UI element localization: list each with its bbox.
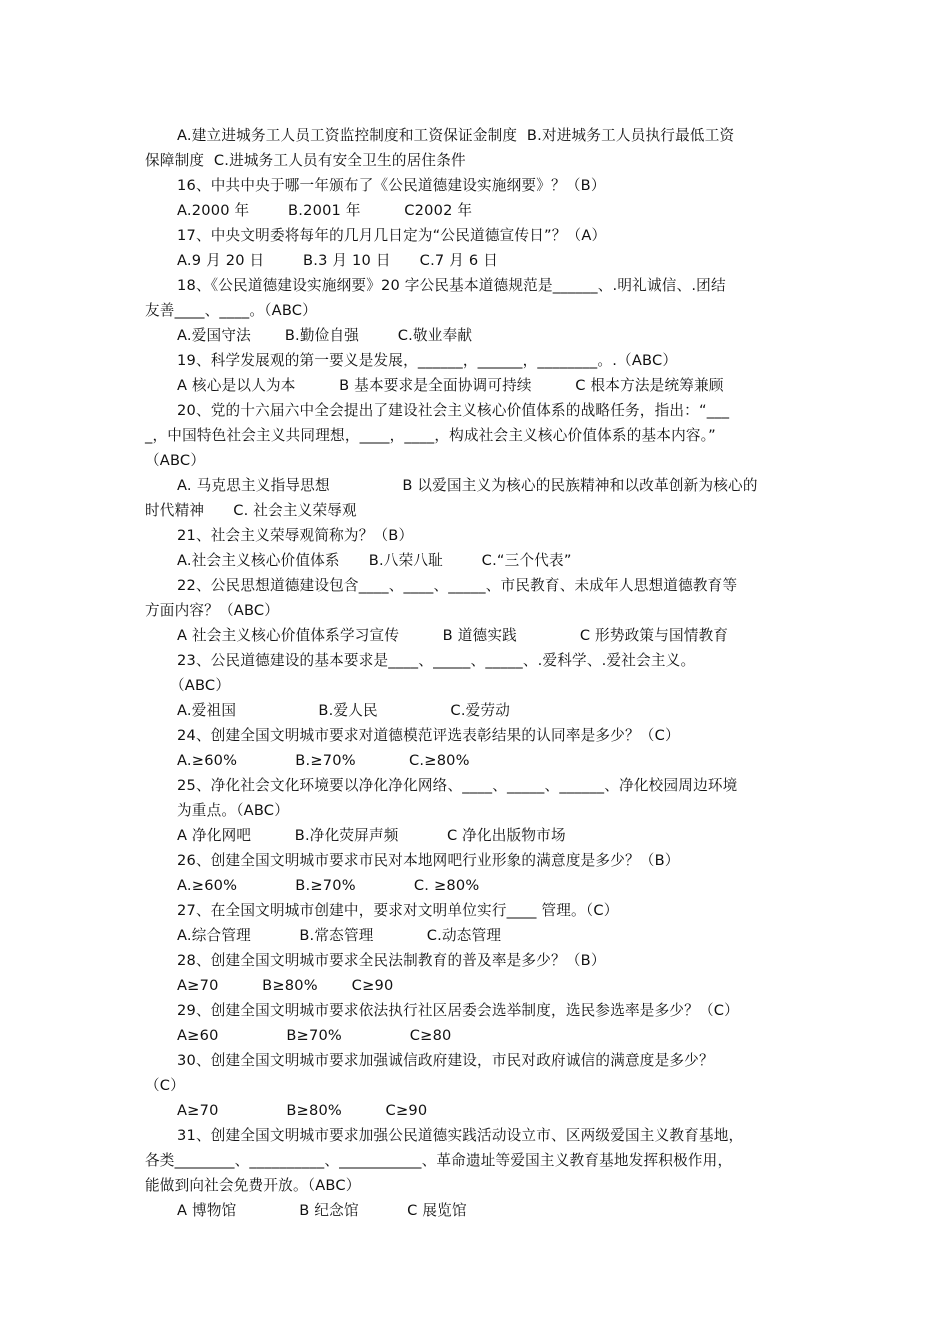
question-20-answer: （ABC） xyxy=(145,452,206,469)
options-21: A.社会主义核心价值体系 B.八荣八耻 C.“三个代表” xyxy=(177,552,572,569)
question-18-cont: 友善____、____。（ABC） xyxy=(145,302,317,319)
question-26: 26、创建全国文明城市要求市民对本地网吧行业形象的满意度是多少？（B） xyxy=(177,852,680,869)
question-30-answer: （C） xyxy=(145,1077,185,1094)
options-19: A 核心是以人为本 B 基本要求是全面协调可持续 C 根本方法是统筹兼顾 xyxy=(177,377,724,394)
question-23-answer: （ABC） xyxy=(170,677,231,694)
question-25: 25、净化社会文化环境要以净化净化网络、____、_____、______、净化校园周边环境 xyxy=(177,777,738,794)
question-23: 23、公民道德建设的基本要求是____、_____、_____、.爱科学、.爱社会主义。 xyxy=(177,652,696,669)
options-29: A≥60 B≥70% C≥80 xyxy=(177,1027,452,1044)
question-16: 16、中共中央于哪一年颁布了《公民道德建设实施纲要》？（B） xyxy=(177,177,606,194)
question-18: 18、《公民道德建设实施纲要》20 字公民基本道德规范是______、.明礼诚信、.团结 xyxy=(177,277,726,294)
question-20: 20、党的十六届六中全会提出了建设社会主义核心价值体系的战略任务，指出：“___ xyxy=(177,402,730,419)
options-28: A≥70 B≥80% C≥90 xyxy=(177,977,394,994)
question-20-cont: _，中国特色社会主义共同理想，____，____，构成社会主义核心价值体系的基本内容。” xyxy=(145,427,716,444)
options-20-cont: 时代精神 C. 社会主义荣辱观 xyxy=(145,502,357,519)
question-24: 24、创建全国文明城市要求对道德模范评选表彰结果的认同率是多少？（C） xyxy=(177,727,680,744)
options-23: A.爱祖国 B.爱人民 C.爱劳动 xyxy=(177,702,511,719)
question-17: 17、中央文明委将每年的几月几日定为“公民道德宣传日”？（A） xyxy=(177,227,607,244)
options-16: A.2000 年 B.2001 年 C2002 年 xyxy=(177,202,473,219)
question-29: 29、创建全国文明城市要求依法执行社区居委会选举制度，选民参选率是多少？（C） xyxy=(177,1002,739,1019)
question-31: 31、创建全国文明城市要求加强公民道德实践活动设立市、区两级爱国主义教育基地， xyxy=(177,1127,744,1144)
options-27: A.综合管理 B.常态管理 C.动态管理 xyxy=(177,927,502,944)
question-25-cont: 为重点。（ABC） xyxy=(177,802,289,819)
options-26: A.≥60% B.≥70% C. ≥80% xyxy=(177,877,480,894)
question-22: 22、公民思想道德建设包含____、____、_____、市民教育、未成年人思想道德教育等 xyxy=(177,577,738,594)
question-22-cont: 方面内容？（ABC） xyxy=(145,602,280,619)
options-17: A.9 月 20 日 B.3 月 10 日 C.7 月 6 日 xyxy=(177,252,498,269)
options-31: A 博物馆 B 纪念馆 C 展览馆 xyxy=(177,1202,467,1219)
question-27: 27、在全国文明城市创建中，要求对文明单位实行____ 管理。（C） xyxy=(177,902,619,919)
text-line: A.建立进城务工人员工资监控制度和工资保证金制度 B.对进城务工人员执行最低工资 xyxy=(177,127,735,144)
question-28: 28、创建全国文明城市要求全民法制教育的普及率是多少？（B） xyxy=(177,952,606,969)
options-22: A 社会主义核心价值体系学习宣传 B 道德实践 C 形势政策与国情教育 xyxy=(177,627,729,644)
question-21: 21、社会主义荣辱观简称为？（B） xyxy=(177,527,414,544)
question-31-cont: 各类________、__________、___________、革命遗址等爱国主义教育基地发挥积极作用， xyxy=(145,1152,733,1169)
question-19: 19、科学发展观的第一要义是发展，______，______，________。.（ABC） xyxy=(177,352,678,369)
question-31-cont-2: 能做到向社会免费开放。（ABC） xyxy=(145,1177,361,1194)
question-30: 30、创建全国文明城市要求加强诚信政府建设，市民对政府诚信的满意度是多少？ xyxy=(177,1052,714,1069)
options-30: A≥70 B≥80% C≥90 xyxy=(177,1102,428,1119)
options-18: A.爱国守法 B.勤俭自强 C.敬业奉献 xyxy=(177,327,473,344)
options-24: A.≥60% B.≥70% C.≥80% xyxy=(177,752,470,769)
options-25: A 净化网吧 B.净化荧屏声频 C 净化出版物市场 xyxy=(177,827,566,844)
text-line: 保障制度 C.进城务工人员有安全卫生的居住条件 xyxy=(145,152,466,169)
options-20: A. 马克思主义指导思想 B 以爱国主义为核心的民族精神和以改革创新为核心的 xyxy=(177,477,758,494)
